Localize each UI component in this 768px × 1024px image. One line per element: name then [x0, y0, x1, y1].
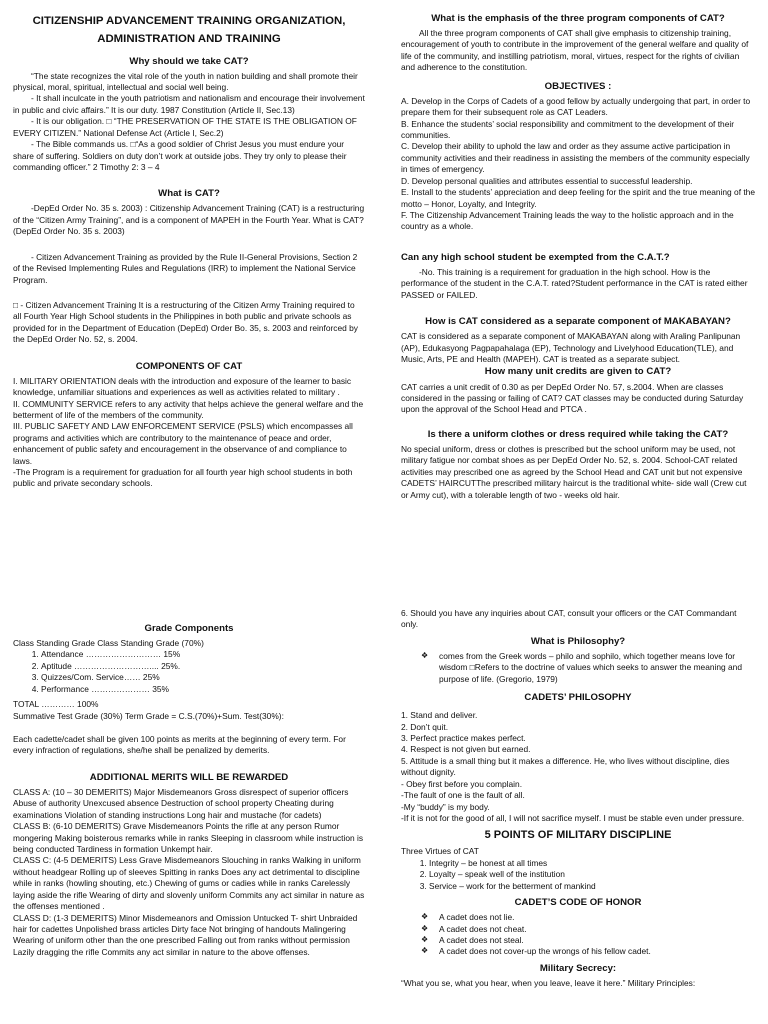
virtue-item: 3. Service – work for the betterment of mankind: [429, 881, 755, 892]
philosophy-lines: [401, 710, 755, 824]
philosophy-line: -The fault of one is the fault of all.: [401, 790, 525, 801]
virtues-intro: Three Virtues of CAT: [401, 846, 479, 857]
what-is-cat-heading: What is CAT?: [158, 188, 220, 200]
military-secrecy-heading: Military Secrecy:: [539, 962, 617, 974]
virtue-item: 2. Loyalty – speak well of the institution: [429, 869, 755, 880]
class-c: CLASS C: (4-5 DEMERITS) Less Grave Misdemeanors Slouching in ranks Walking in uniform without headgear Rolling up of sleeves Spitting in ranks Does any act detrimental to discipline while in ranks (howling shouting, etc.) Chewing of gums or cadies while in ranks Carelessly laying aside the rifle Wearing of dirty and slovenly uniform Commits any act similar in nature as the offenses mentioned .: [13, 855, 365, 912]
additional-merits-heading: ADDITIONAL MERITS WILL BE REWARDED: [89, 771, 289, 783]
unit-credits-heading: How many unit credits are given to CAT?: [484, 366, 672, 378]
component-psls: III. PUBLIC SAFETY AND LAW ENFORCEMENT SERVICE (PSLS) which encompasses all programs and activities which are contributory to the maintenance of peace and order, enhancement of public safety and encouragement in the observance of and compliance to laws.: [13, 421, 353, 466]
title-line-2: ADMINISTRATION AND TRAINING: [97, 33, 281, 46]
left-bottom-column: [13, 622, 365, 958]
merits-paragraph: Each cadette/cadet shall be given 100 points as merits at the beginning of every term. For every infraction of regulations, she/he shall be penalized by demerits.: [13, 734, 346, 756]
philosophy-line: 2. Don’t quit.: [401, 721, 449, 732]
philosophy-line: 3. Perfect practice makes perfect.: [401, 733, 526, 744]
class-b: CLASS B: (6-10 DEMERITS) Grave Misdemeanors Points the rifle at any person Rumor mongering Making boisterous remarks while in ranks Sleeping in classroom while instruction is being conducted Tardiness in formation Unkempt hair.: [13, 821, 364, 854]
component-community-service: II. COMMUNITY SERVICE refers to any activity that helps achieve the general welfare and the betterment of life of the members of the community.: [13, 398, 364, 420]
objective-a: A. Develop in the Corps of Cadets of a good fellow by actually undergoing that part, in order to prepare them for their subsequent role as CAT Leaders.: [401, 95, 751, 118]
honor-list: [401, 912, 755, 958]
inquiry-paragraph: 6. Should you have any inquiries about CAT, consult your officers or the CAT Commandant only.: [401, 608, 737, 630]
code-of-honor-heading: CADET’S CODE OF HONOR: [514, 897, 642, 909]
class-d: CLASS D: (1-3 DEMERITS) Minor Misdemeanors and Omission Untucked T- shirt Unbraided hair for cadettes Unpolished brass articles Dirty face Not bringing of handouts Malingering Wearing of uniform other than the one prescribed Falling out from ranks without permission Lazily dragging the rifle Commits any act similar in nature to the above offenses.: [13, 912, 358, 957]
honor-item: ❖ A cadet does not cheat.: [439, 924, 755, 935]
emphasis-paragraph: All the three program components of CAT shall give emphasis to citizenship training, encouragement of youth to contribute in the improvement of the general welfare and quality of life of the community, and instilling patriotism, moral, virtues, respect for the rights of civilian and adherence to the constitution.: [401, 28, 749, 73]
component-requirement: -The Program is a requirement for graduation for all fourth year high school students in both public and private secondary schools.: [13, 467, 353, 489]
right-top-column: [401, 12, 755, 501]
philosophy-line: 1. Stand and deliver.: [401, 710, 478, 721]
objective-d: D. Develop personal qualities and attributes essential to successful leadership.: [401, 175, 693, 186]
emphasis-heading: What is the emphasis of the three program components of CAT?: [431, 13, 725, 24]
why-paragraph-2: - It shall inculcate in the youth patriotism and nationalism and encourage their involvement in public and civic affairs.” It is our duty. 1987 Constitution (Article II, Sec.13): [13, 93, 365, 115]
components-heading: COMPONENTS OF CAT: [135, 360, 243, 372]
philosophy-line: 5. Attitude is a small thing but it makes a difference. He, who lives without discipline, dies without dignity.: [401, 755, 730, 778]
why-heading: Why should we take CAT?: [129, 55, 249, 67]
document-title: [13, 12, 365, 49]
grade-intro: Class Standing Grade Class Standing Grade (70%): [13, 638, 204, 649]
grade-summary: Summative Test Grade (30%) Term Grade = C.S.(70%)+Sum. Test(30%):: [13, 710, 284, 721]
grade-item: 2. Aptitude ……………………….... 25%.: [41, 661, 365, 672]
class-a: CLASS A: (10 – 30 DEMERITS) Major Misdemeanors Gross disrespect of superior officers Abuse of authority Unexcused absence Destruction of school property Cheating during examinations Violation of standing instructions Long hair and mustache (for cadets): [13, 786, 349, 820]
objective-c: C. Develop their ability to uphold the law and order as they assume active participation in community activities and their readiness in assisting the members of the community especially in times of emergency.: [401, 141, 750, 175]
what-paragraph-2: - Citizen Advancement Training as provided by the Rule II-General Provisions, Section 2 of the Revised Implementing Rules and Regulations (IRR) to implement the National Service Program.: [13, 251, 358, 285]
uniform-heading: Is there a uniform clothes or dress required while taking the CAT?: [427, 428, 729, 440]
objectives-heading: OBJECTIVES :: [544, 80, 612, 92]
separate-component-paragraph: CAT is considered as a separate component of MAKABAYAN along with Araling Panlipunan (AP), Edukasyong Pagpapahalaga (EP), Technology and Livelyhood Education(TLE), and Music, Arts, PE and Health (MAPEH). CAT is treated as a separate subject.: [401, 331, 741, 365]
military-discipline-heading: 5 POINTS OF MILITARY DISCIPLINE: [484, 829, 672, 842]
philosophy-item: ❖ comes from the Greek words – philo and sophilo, which together means love for wisdom □Refers to the doctrine of values which seeks to answer the meaning and purpose of life. (Gregorio, 1979): [439, 651, 755, 685]
virtues-list: [401, 858, 755, 892]
why-paragraph-3: - It is our obligation. □ “THE PRESERVATION OF THE STATE IS THE OBLIGATION OF EVERY CITIZEN.” National Defense Act (Article I, Sec.2): [13, 116, 357, 138]
philosophy-heading: What is Philosophy?: [530, 635, 626, 647]
objective-b: B. Enhance the students’ social responsibility and commitment to the development of their communities.: [401, 118, 735, 141]
left-top-column: [13, 12, 365, 490]
unit-credits-paragraph: CAT carries a unit credit of 0.30 as per DepEd Order No. 57, s.2004. When are classes considered in the passing or failing of CAT? CAT classes may be conducted during Saturday upon the approval of the School Head and PTCA .: [401, 381, 744, 415]
grade-item: 3. Quizzes/Com. Service…… 25%: [41, 672, 365, 683]
grade-total: TOTAL ………… 100%: [13, 699, 99, 710]
right-bottom-column: [401, 608, 755, 989]
philosophy-line: 4. Respect is not given but earned.: [401, 744, 531, 755]
virtue-item: 1. Integrity – be honest at all times: [429, 858, 755, 869]
exempt-heading: Can any high school student be exempted from the C.A.T.?: [401, 251, 670, 263]
honor-item: ❖ A cadet does not steal.: [439, 935, 755, 946]
philosophy-line: -My “buddy” is my body.: [401, 801, 490, 812]
philosophy-line: -If it is not for the good of all, I will not sacrifice myself. I must be stable even under pressure.: [401, 813, 745, 823]
honor-item: ❖ A cadet does not cover-up the wrongs of his fellow cadet.: [439, 946, 755, 957]
what-paragraph-3: □ - Citizen Advancement Training It is a restructuring of the Citizen Army Training required to all Fourth Year High School students in the Philippines in both public and private schools as provided for in the Department of Education (DepEd) Order Bo. 35, s. 2003 and reinforced by the DepEd Order No. 52, s. 2004.: [13, 299, 358, 345]
objective-e: E. Install to the students’ appreciation and deep feeling for the spirit and the true meaning of the motto – Honor, Loyalty, and Integrity.: [401, 187, 755, 209]
cadets-philosophy-heading: CADETS’ PHILOSOPHY: [524, 692, 632, 704]
grade-item: 4. Performance ………………… 35%: [41, 684, 365, 695]
exempt-paragraph: -No. This training is a requirement for graduation in the high school. How is the performance of the student in the C.A.T. rated?Student performance in the CAT is rated either PASSED or FAILED.: [401, 266, 748, 300]
honor-item: ❖ A cadet does not lie.: [439, 912, 755, 923]
grade-list: [13, 649, 365, 695]
uniform-paragraph: No special uniform, dress or clothes is prescribed but the school uniform may be used, not military fatigue nor combat shoes as per DepEd Order No. 52, s. 2004. School-CAT related activities may prescribed one as agreed by the School Head and CAT unit but not expensive: [401, 443, 743, 477]
why-paragraph-4: - The Bible commands us. □“As a good soldier of Christ Jesus you must endure your share of suffering. Soldiers on duty don’t work at outside jobs. They try only to please their commanding officer.” 2 Timothy 2: 3 – 4: [13, 139, 347, 172]
grade-item: 1. Attendance ……………………… 15%: [41, 649, 365, 660]
why-paragraph-1: “The state recognizes the vital role of the youth in nation building and shall promote their physical, moral, spiritual, intellectual and social well being.: [13, 70, 358, 92]
grade-components-heading: Grade Components: [144, 623, 234, 634]
title-line-1: CITIZENSHIP ADVANCEMENT TRAINING ORGANIZATION,: [32, 15, 346, 27]
objective-f: F. The Citizenship Advancement Training leads the way to the holistic approach and in the country as a whole.: [401, 210, 734, 232]
component-military-orientation: I. MILITARY ORIENTATION deals with the introduction and exposure of the learner to basic knowledge, unfamiliar situations and experiences as well as activities related to military .: [13, 375, 352, 398]
what-paragraph-1: -DepEd Order No. 35 s. 2003) : Citizenship Advancement Training (CAT) is a restructuring of the “Citizen Army Training”, and is a component of MAPEH in the Fourth Year. What is CAT? (DepEd Order No. 35 s. 2003): [13, 203, 365, 237]
philosophy-list: [401, 651, 755, 685]
military-secrecy-paragraph: “What you se, what you hear, when you leave, leave it here.” Military Principles:: [401, 977, 696, 988]
philosophy-line: - Obey first before you complain.: [401, 778, 523, 789]
haircut-paragraph: CADETS’ HAIRCUTThe prescribed military haircut is the traditional white- side wall (Crew cut or Army cut), with a tolerable length of two - weeks old hair.: [401, 478, 747, 500]
separate-component-heading: How is CAT considered as a separate component of MAKABAYAN?: [425, 316, 731, 328]
